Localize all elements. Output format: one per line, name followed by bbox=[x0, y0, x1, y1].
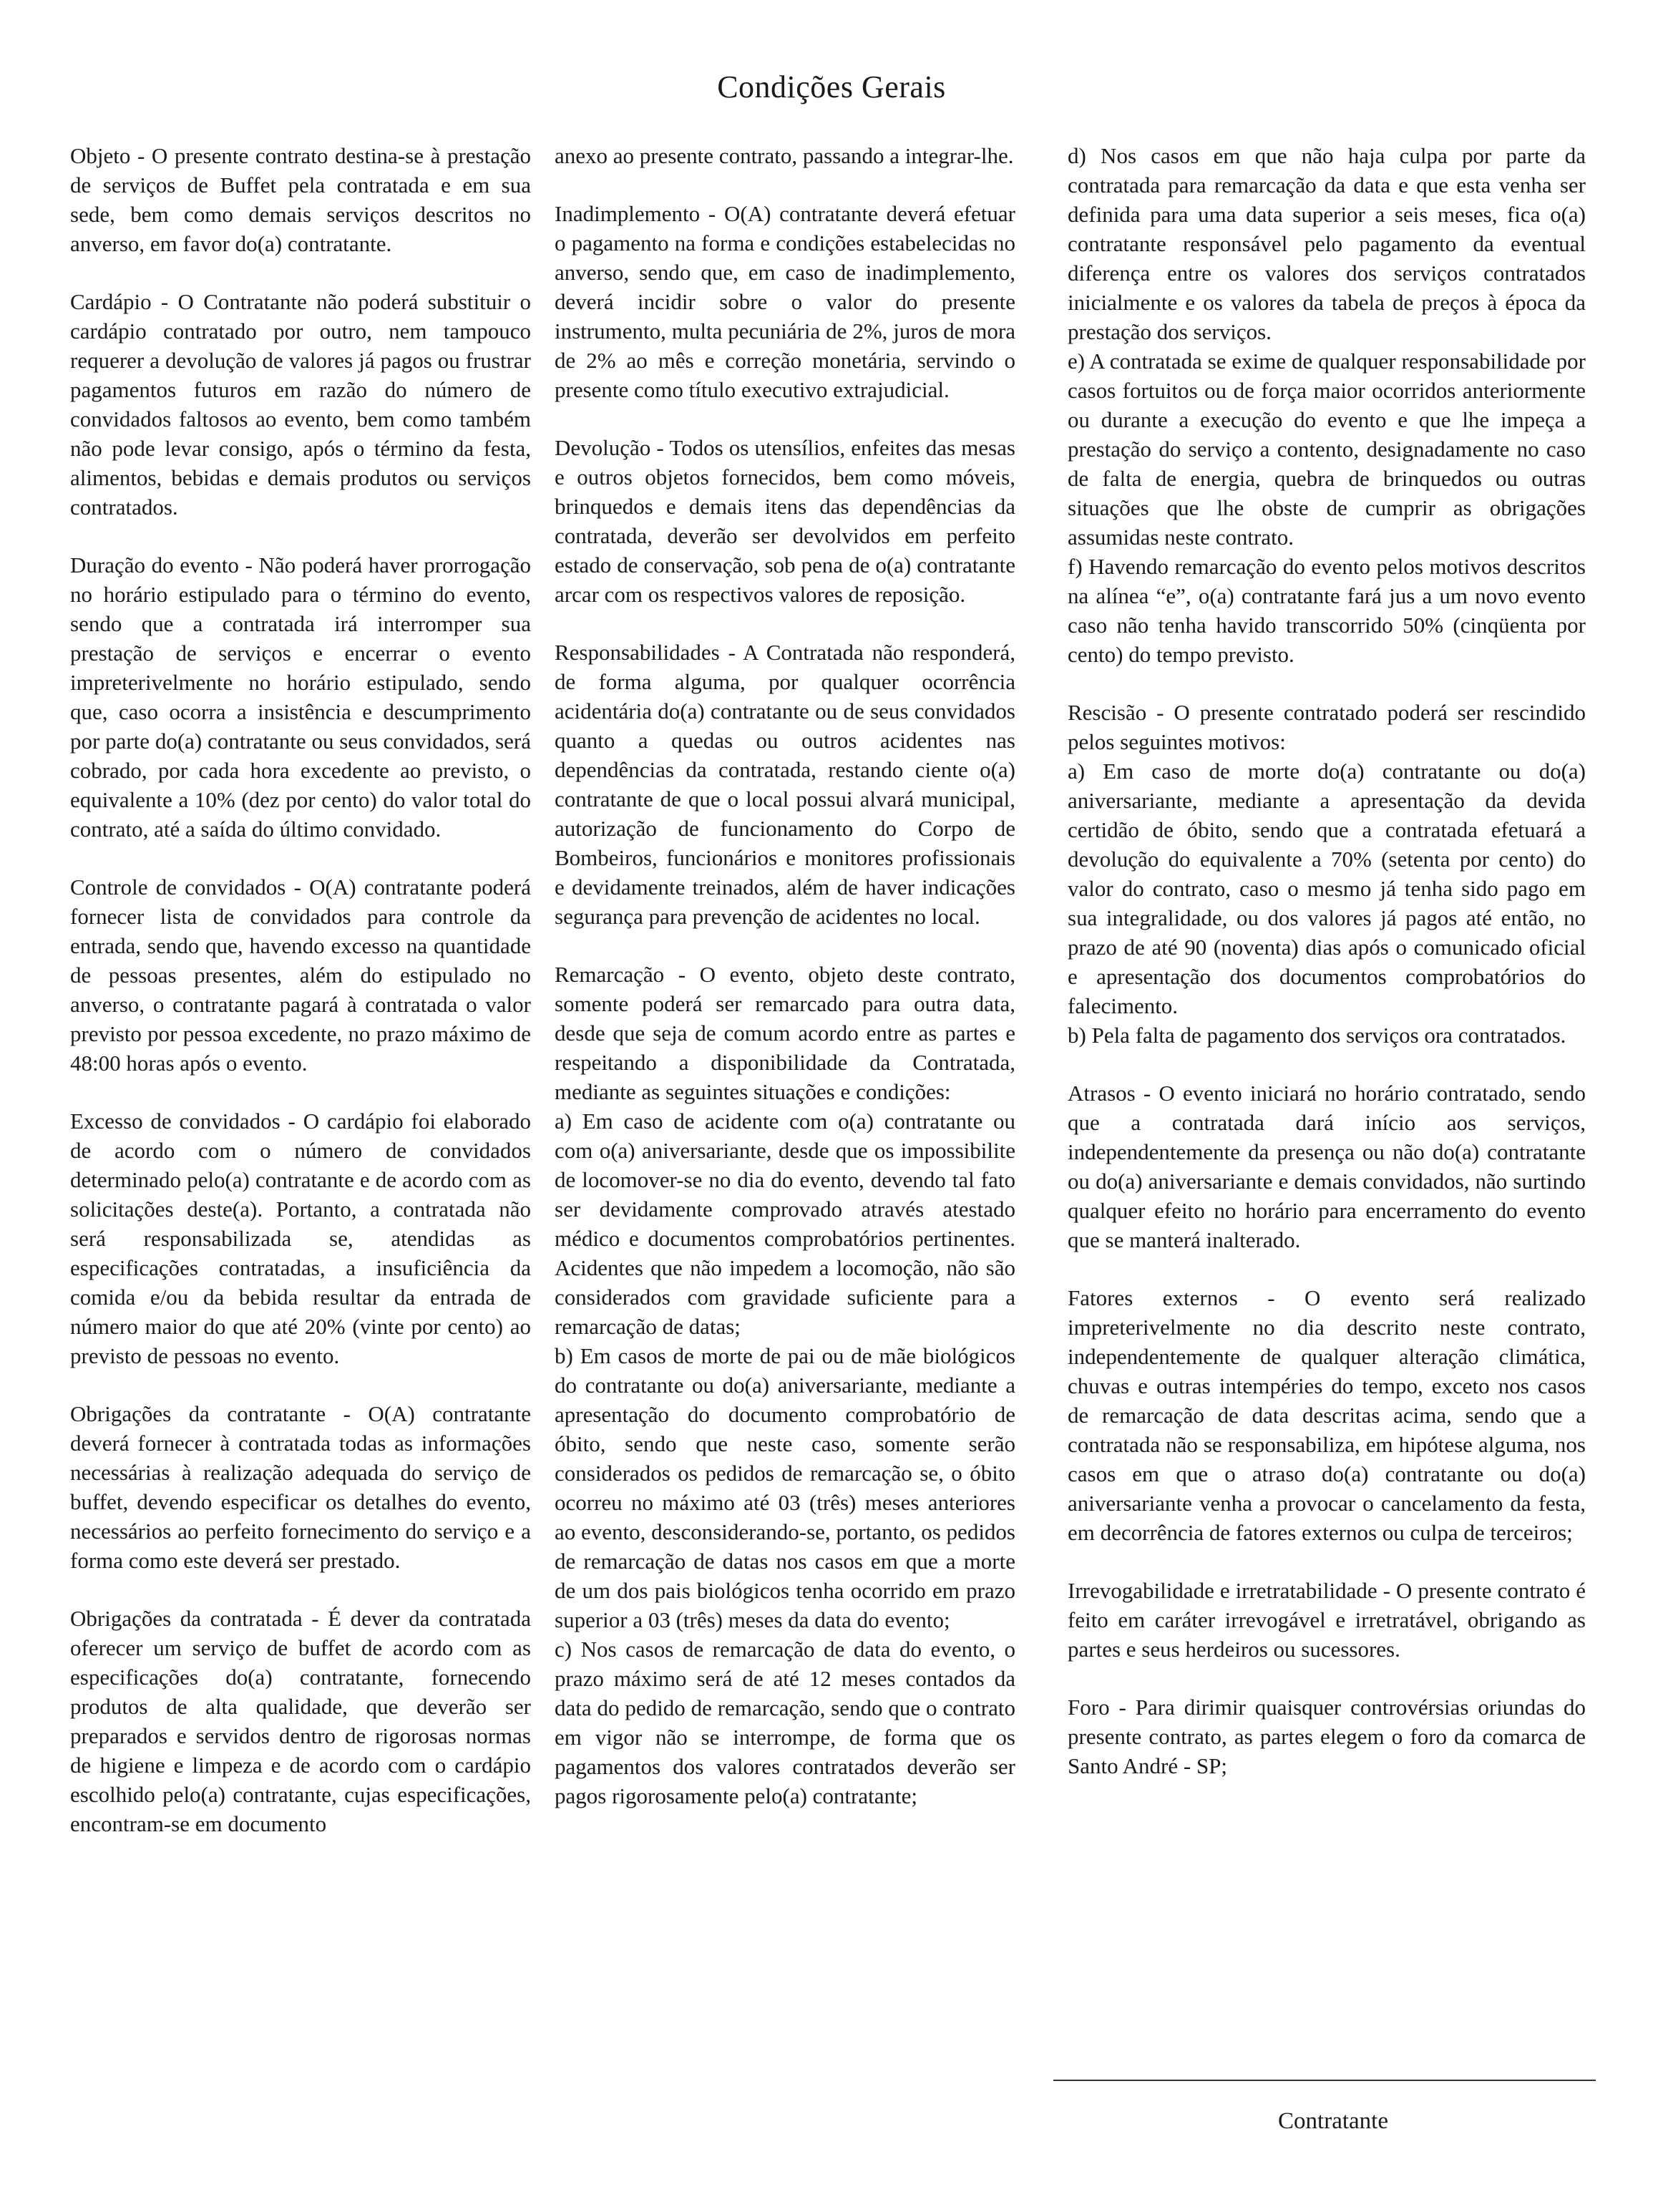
clause-controle-de-convidados: Controle de convidados - O(A) contratante poderá fornecer lista de convidados para controle da entrada, sendo que, havendo excesso na quantidade de pessoas presentes, além do estipulado no anverso, o contratante pagará à contratada o valor previsto por pessoa excedente, no prazo máximo de 48:00 horas após o evento. bbox=[70, 874, 531, 1076]
signature-block bbox=[1053, 2080, 1596, 2134]
clause-responsabilidades: Responsabilidades - A Contratada não responderá, de forma alguma, por qualquer ocorrência acidentária do(a) contratante ou de seus convidados quanto a quedas ou outros acidentes nas dependências da contratada, restando ciente o(a) contratante de que o local possui alvará municipal, autorização de funcionamento do Corpo de Bombeiros, funcionários e monitores profissionais e devidamente treinados, além de haver indicações segurança para prevenção de acidentes no local. bbox=[555, 640, 1015, 929]
clause-devolucao: Devolução - Todos os utensílios, enfeites das mesas e outros objetos fornecidos, bem como móveis, brinquedos e demais itens das dependências da contratada, deverão ser devolvidos em perfeito estado de conservação, sob pena de o(a) contratante arcar com os respectivos valores de reposição. bbox=[555, 435, 1015, 607]
clause-rescisao-item-b: b) Pela falta de pagamento dos serviços ora contratados. bbox=[1068, 1023, 1566, 1048]
clause-objeto: Objeto - O presente contrato destina-se à prestação de serviços de Buffet pela contratada e em sua sede, bem como demais serviços descritos no anverso, em favor do(a) contratante. bbox=[70, 143, 531, 256]
column-2 bbox=[555, 141, 1015, 1811]
column-1 bbox=[70, 141, 531, 1838]
clause-remarcacao: Remarcação - O evento, objeto deste contrato, somente poderá ser remarcado para outra data, desde que seja de comum acordo entre as partes e respeitando a disponibilidade da Contratada, mediante as seguintes situações e condições: bbox=[555, 962, 1015, 1104]
clause-fatores-externos: Fatores externos - O evento será realizado impreterivelmente no dia descrito neste contrato, independentemente de qualquer alteração climática, chuvas e outras intempéries do tempo, exceto nos casos de remarcação de data descritas acima, sendo que a contratada não se responsabiliza, em hipótese alguma, nos casos em que o atraso do(a) contratante ou do(a) aniversariante venha a provocar o cancelamento da festa, em decorrência de fatores externos ou culpa de terceiros; bbox=[1068, 1285, 1586, 1545]
clause-remarcacao-item-a: a) Em caso de acidente com o(a) contratante ou com o(a) aniversariante, desde que os impossibilite de locomover-se no dia do evento, devendo tal fato ser devidamente comprovado através atestado médico e documentos comprobatórios pertinentes. Acidentes que não impedem a locomoção, não são considerados com gravidade suficiente para a remarcação de datas; bbox=[555, 1109, 1015, 1339]
signature-line bbox=[1053, 2080, 1596, 2081]
clause-inadimplemento: Inadimplemento - O(A) contratante deverá efetuar o pagamento na forma e condições estabelecidas no anverso, sendo que, em caso de inadimplemento, deverá incidir sobre o valor do presente instrumento, multa pecuniária de 2%, juros de mora de 2% ao mês e correção monetária, servindo o presente como título executivo extrajudicial. bbox=[555, 201, 1015, 402]
clause-remarcacao-item-d: d) Nos casos em que não haja culpa por parte da contratada para remarcação da data e que esta venha ser definida para uma data superior a seis meses, fica o(a) contratante responsável pelo pagamento da eventual diferença entre os valores dos serviços contratados inicialmente e os valores da tabela de preços à época da prestação dos serviços. bbox=[1068, 143, 1586, 344]
clause-atrasos: Atrasos - O evento iniciará no horário contratado, sendo que a contratada dará início aos serviços, independentemente da presença ou não do(a) contratante ou do(a) aniversariante e demais convidados, não surtindo qualquer efeito no horário para encerramento do evento que se manterá inalterado. bbox=[1068, 1081, 1586, 1252]
clause-obrigacoes-da-contratada: Obrigações da contratada - É dever da contratada oferecer um serviço de buffet de acordo com as especificações do(a) contratante, fornecendo produtos de alta qualidade, que deverão ser preparados e servidos dentro de rigorosas normas de higiene e limpeza e de acordo com o cardápio escolhido pelo(a) contratante, cujas especificações, encontram-se em documento bbox=[70, 1606, 531, 1836]
clause-obrigacoes-da-contratante: Obrigações da contratante - O(A) contratante deverá fornecer à contratada todas as informações necessárias à realização adequada do serviço de buffet, devendo especificar os detalhes do evento, necessários ao perfeito fornecimento do serviço e a forma como este deverá ser prestado. bbox=[70, 1401, 531, 1573]
clause-duracao-do-evento: Duração do evento - Não poderá haver prorrogação no horário estipulado para o término do evento, sendo que a contratada irá interromper sua prestação de serviços e encerrar o evento impreterivelmente no horário estipulado, sendo que, caso ocorra a insistência e descumprimento por parte do(a) contratante ou seus convidados, será cobrado, por cada hora excedente ao previsto, o equivalente a 10% (dez por cento) do valor total do contrato, até a saída do último convidado. bbox=[70, 552, 531, 842]
clause-foro: Foro - Para dirimir quaisquer controvérsias oriundas do presente contrato, as partes elegem o foro da comarca de Santo André - SP; bbox=[1068, 1695, 1586, 1778]
signature-label: Contratante bbox=[1278, 2108, 1388, 2134]
clause-irrevogabilidade: Irrevogabilidade e irretratabilidade - O presente contrato é feito em caráter irrevogável e irretratável, obrigando as partes e seus herdeiros ou sucessores. bbox=[1068, 1578, 1586, 1662]
clause-cardapio: Cardápio - O Contratante não poderá substituir o cardápio contratado por outro, nem tampouco requerer a devolução de valores já pagos ou frustrar pagamentos futuros em razão do número de convidados faltosos ao evento, bem como também não pode levar consigo, após o término da festa, alimentos, bebidas e demais produtos ou serviços contratados. bbox=[70, 289, 531, 520]
clause-rescisao-item-a: a) Em caso de morte do(a) contratante ou do(a) aniversariante, mediante a apresentação da devida certidão de óbito, sendo que a contratada efetuará a devolução do equivalente a 70% (setenta por cento) do valor do contrato, caso o mesmo já tenha sido pago em sua integralidade, ou dos valores já pagos até então, no prazo de até 90 (noventa) dias após o comunicado oficial e apresentação dos documentos comprobatórios do falecimento. bbox=[1068, 759, 1586, 1018]
column-3 bbox=[1068, 141, 1586, 1780]
clause-continuation: anexo ao presente contrato, passando a integrar-lhe. bbox=[555, 143, 1014, 168]
clause-excesso-de-convidados: Excesso de convidados - O cardápio foi elaborado de acordo com o número de convidados determinado pelo(a) contratante e de acordo com as solicitações deste(a). Portanto, a contratada não será responsabilizada se, atendidas as especificações contratadas, a insuficiência da comida e/ou da bebida resultar da entrada de número maior do que até 20% (vinte por cento) ao previsto de pessoas no evento. bbox=[70, 1109, 531, 1368]
clause-remarcacao-item-e: e) A contratada se exime de qualquer responsabilidade por casos fortuitos ou de força maior ocorridos anteriormente ou durante a execução do evento e que lhe impeça a prestação do serviço a contento, designadamente no caso de falta de energia, quebra de brinquedos ou outras situações que lhe obste de cumprir as obrigações assumidas neste contrato. bbox=[1068, 349, 1586, 550]
clause-rescisao: Rescisão - O presente contratado poderá ser rescindido pelos seguintes motivos: bbox=[1068, 700, 1586, 754]
clause-remarcacao-item-b: b) Em casos de morte de pai ou de mãe biológicos do contratante ou do(a) aniversariante, mediante a apresentação do documento comprobatório de óbito, sendo que neste caso, somente serão considerados os pedidos de remarcação se, o óbito ocorreu no máximo até 03 (três) meses anteriores ao evento, desconsiderando-se, portanto, os pedidos de remarcação de datas nos casos em que a morte de um dos pais biológicos tenha ocorrido em prazo superior a 03 (três) meses da data do evento; bbox=[555, 1343, 1015, 1632]
clause-remarcacao-item-f: f) Havendo remarcação do evento pelos motivos descritos na alínea “e”, o(a) contratante fará jus a um novo evento caso não tenha havido transcorrido 50% (cinqüenta por cento) do tempo previsto. bbox=[1068, 554, 1586, 667]
clause-remarcacao-item-c: c) Nos casos de remarcação de data do evento, o prazo máximo será de até 12 meses contados da data do pedido de remarcação, sendo que o contrato em vigor não se interrompe, de forma que os pagamentos dos valores contratados deverão ser pagos rigorosamente pelo(a) contratante; bbox=[555, 1637, 1015, 1808]
page-title: Condições Gerais bbox=[717, 69, 946, 104]
